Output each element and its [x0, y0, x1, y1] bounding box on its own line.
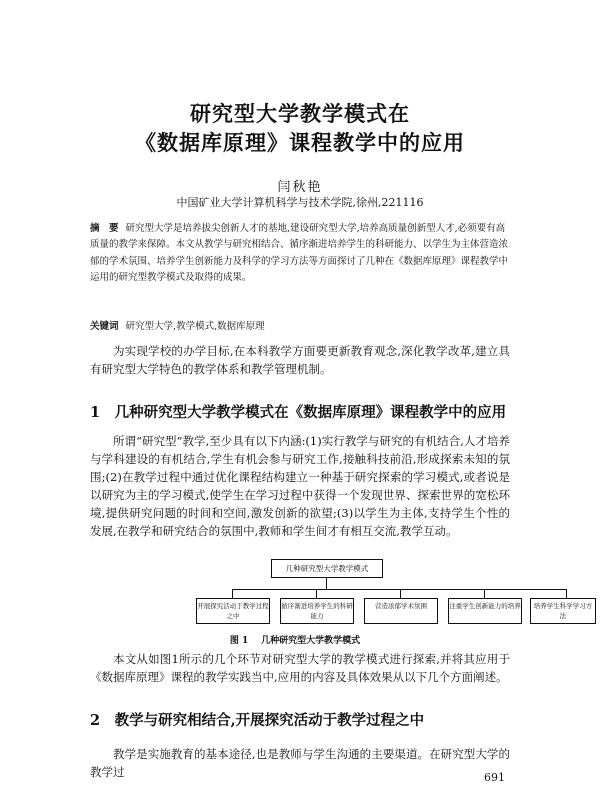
section1-paragraph1: 所谓“研究型”教学,至少具有以下内涵:(1)实行教学与研究的有机结合,人才培养与学科建设的有机结合,学生有机会参与研究工作,接触科技前沿,形成探索未知的氛围;(2)在教学过程中通过优化课程结构建立一种基于研究探索的学习模式,或者说是以研究为主的学习模式,使学生在学习过程中获得一个发现世界、探索世界的宽松环境,提供研究问题的时间和空间,激发创新的欲望;(3)以学生为主体,支持学生个性的发展,在教学和研究结合的氛围中,教师和学生间才有相互交流,教学互动。 — [90, 434, 510, 538]
figure-box-5: 培养学生科学学习方法 — [530, 598, 596, 624]
figure-box-4: 注重学生创新能力的培养 — [448, 598, 522, 624]
figure-connector-horizontal — [232, 589, 566, 590]
figure-connector-drop — [566, 589, 567, 598]
figure-caption-text: 几种研究型大学教学模式 — [261, 636, 361, 646]
figure-connector-drop — [232, 589, 233, 598]
abstract — [90, 221, 508, 286]
section2-heading: 2 教学与研究相结合,开展探究活动于教学过程之中 — [90, 712, 425, 729]
abstract-label: 摘 要 — [90, 223, 119, 234]
author-affiliation: 中国矿业大学计算机科学与技术学院,徐州,221116 — [176, 196, 424, 209]
figure-caption — [0, 633, 600, 646]
abstract-text: 研究型大学是培养拔尖创新人才的基地,建设研究型大学,培养高质量创新型人才,必须要有高质量的教学来保障。本文从教学与研究相结合、循序渐进培养学生的科研能力、以学生为主体营造浓郁的学术氛围、培养学生创新能力及科学的学习方法等方面探讨了几种在《数据库原理》课程教学中运用的研究型教学模式及取得的成果。 — [90, 223, 509, 283]
section1-heading: 1 几种研究型大学教学模式在《数据库原理》课程教学中的应用 — [90, 404, 507, 421]
figure-box-1: 开展探究活动于教学过程之中 — [196, 598, 270, 624]
paper-title-line2: 《数据库原理》课程教学中的应用 — [135, 130, 465, 155]
figure-box-2: 循序渐进培养学生的科研能力 — [280, 598, 354, 624]
paper-title-line1: 研究型大学教学模式在 — [190, 101, 410, 126]
figure-connector-drop — [484, 589, 485, 598]
figure-connector-drop — [400, 589, 401, 598]
figure-top-box: 几种研究型大学教学模式 — [271, 559, 383, 578]
section2-paragraph1: 教学是实施教育的基本途径,也是教师与学生沟通的主要渠道。在研究型大学的教学过 — [90, 747, 510, 779]
intro-paragraph: 为实现学校的办学目标,在本科教学方面要更新教育观念,深化教学改革,建立具有研究型大学特色的教学体系和教学管理机制。 — [90, 344, 510, 376]
figure-connector-drop — [316, 589, 317, 598]
figure-caption-number: 图 1 — [229, 636, 249, 646]
keywords-text: 研究型大学,教学模式,数据库原理 — [125, 321, 265, 332]
figure-connector-vertical — [326, 577, 327, 589]
keywords — [90, 318, 508, 332]
page-number: 691 — [484, 771, 505, 784]
figure-box-3: 营造浓郁学术氛围 — [364, 598, 438, 624]
section1-paragraph2: 本文从如图1所示的几个环节对研究型大学的教学模式进行探索,并将其应用于《数据库原理》课程的教学实践当中,应用的内容及具体效果从以下几个方面阐述。 — [90, 652, 510, 684]
author-name: 闫秋艳 — [277, 180, 323, 195]
keywords-label: 关键词 — [90, 321, 119, 332]
